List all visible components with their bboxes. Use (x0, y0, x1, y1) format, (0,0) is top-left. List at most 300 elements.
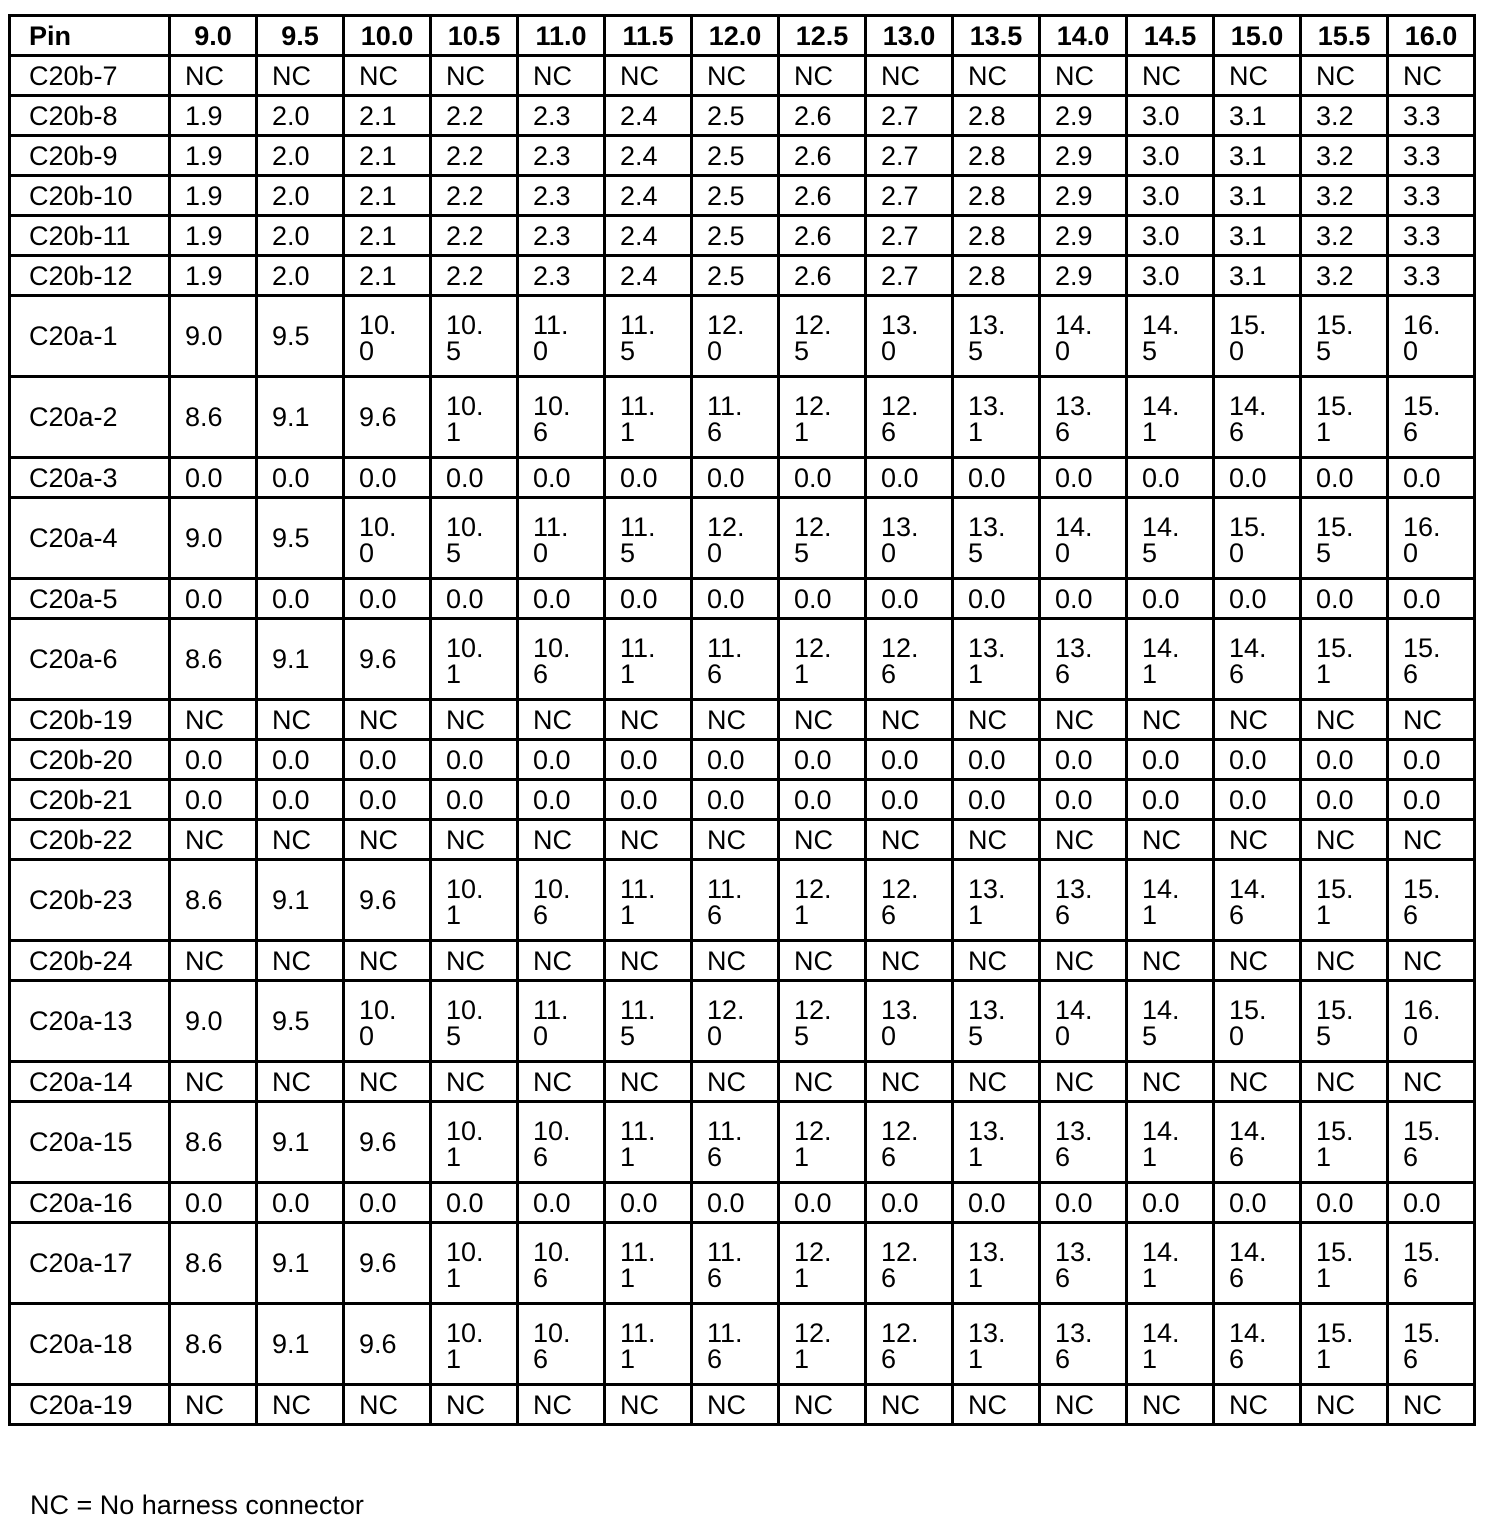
value-cell: 12. 5 (779, 981, 866, 1062)
value-cell: 14. 6 (1214, 1102, 1301, 1183)
table-row (10, 176, 1475, 216)
column-header-pin: Pin (10, 16, 170, 56)
value-cell: 0.0 (866, 1183, 953, 1223)
pin-label-cell: C20a-14 (10, 1062, 170, 1102)
value-cell: 2.6 (779, 176, 866, 216)
value-cell: NC (779, 700, 866, 740)
value-cell: 10. 0 (344, 296, 431, 377)
table-row (10, 216, 1475, 256)
value-cell: 2.3 (518, 136, 605, 176)
pin-label-cell: C20b-10 (10, 176, 170, 216)
value-cell: 12. 1 (779, 1223, 866, 1304)
value-cell: 12. 0 (692, 498, 779, 579)
value-cell: 0.0 (1388, 1183, 1475, 1223)
value-cell: 0.0 (692, 1183, 779, 1223)
value-cell: 12. 1 (779, 619, 866, 700)
value-cell: 9.6 (344, 1223, 431, 1304)
pin-label-cell: C20a-2 (10, 377, 170, 458)
pin-label-cell: C20b-9 (10, 136, 170, 176)
value-cell: 15. 1 (1301, 1102, 1388, 1183)
value-cell: 2.2 (431, 256, 518, 296)
value-cell: 11. 1 (605, 860, 692, 941)
value-cell: 12. 6 (866, 619, 953, 700)
value-cell: 10. 6 (518, 1223, 605, 1304)
value-cell: 15. 5 (1301, 498, 1388, 579)
table-row (10, 1385, 1475, 1425)
value-cell: 14. 5 (1127, 981, 1214, 1062)
value-cell: 12. 1 (779, 860, 866, 941)
value-cell: 0.0 (431, 740, 518, 780)
value-cell: NC (257, 820, 344, 860)
pin-label-cell: C20b-12 (10, 256, 170, 296)
value-cell: 2.0 (257, 256, 344, 296)
pin-label-cell: C20b-22 (10, 820, 170, 860)
value-cell: NC (1040, 1385, 1127, 1425)
value-cell: 0.0 (1127, 458, 1214, 498)
value-cell: 8.6 (170, 860, 257, 941)
value-cell: 9.1 (257, 1102, 344, 1183)
value-cell: 2.7 (866, 96, 953, 136)
value-cell: 9.6 (344, 1102, 431, 1183)
value-cell: 0.0 (518, 740, 605, 780)
pin-label-cell: C20a-19 (10, 1385, 170, 1425)
value-cell: 0.0 (344, 1183, 431, 1223)
value-cell: NC (1040, 56, 1127, 96)
value-cell: NC (431, 1062, 518, 1102)
value-cell: NC (953, 1062, 1040, 1102)
value-cell: 0.0 (431, 579, 518, 619)
value-cell: 3.2 (1301, 136, 1388, 176)
pin-label-cell: C20b-8 (10, 96, 170, 136)
value-cell: 0.0 (1127, 740, 1214, 780)
value-cell: NC (866, 56, 953, 96)
value-cell: NC (344, 1062, 431, 1102)
footnote: NC = No harness connector (30, 1490, 364, 1520)
value-cell: 10. 6 (518, 1304, 605, 1385)
value-cell: 2.9 (1040, 136, 1127, 176)
value-cell: 2.8 (953, 216, 1040, 256)
value-cell: 2.1 (344, 96, 431, 136)
pin-label-cell: C20b-19 (10, 700, 170, 740)
value-cell: NC (1127, 820, 1214, 860)
table-row (10, 296, 1475, 377)
value-cell: 11. 6 (692, 1223, 779, 1304)
table-row (10, 780, 1475, 820)
value-cell: 9.6 (344, 860, 431, 941)
value-cell: NC (1301, 941, 1388, 981)
value-cell: 3.3 (1388, 256, 1475, 296)
value-cell: NC (1127, 700, 1214, 740)
value-cell: 13. 5 (953, 296, 1040, 377)
value-cell: NC (431, 700, 518, 740)
value-cell: 13. 6 (1040, 1102, 1127, 1183)
value-cell: 13. 1 (953, 1102, 1040, 1183)
value-cell: NC (431, 941, 518, 981)
value-cell: NC (1301, 700, 1388, 740)
value-cell: 14. 6 (1214, 860, 1301, 941)
value-cell: 9.1 (257, 377, 344, 458)
value-cell: NC (1127, 1385, 1214, 1425)
value-cell: 2.5 (692, 136, 779, 176)
value-cell: NC (605, 1062, 692, 1102)
pin-label-cell: C20a-5 (10, 579, 170, 619)
value-cell: 15. 1 (1301, 860, 1388, 941)
value-cell: 1.9 (170, 96, 257, 136)
value-cell: 0.0 (1301, 458, 1388, 498)
value-cell: 12. 1 (779, 377, 866, 458)
value-cell: 3.3 (1388, 216, 1475, 256)
value-cell: NC (518, 1062, 605, 1102)
value-cell: NC (431, 1385, 518, 1425)
value-cell: NC (1301, 820, 1388, 860)
value-cell: 0.0 (866, 579, 953, 619)
pin-label-cell: C20a-17 (10, 1223, 170, 1304)
value-cell: 0.0 (1127, 1183, 1214, 1223)
value-cell: 11. 5 (605, 981, 692, 1062)
value-cell: 10. 1 (431, 619, 518, 700)
value-cell: 2.9 (1040, 256, 1127, 296)
value-cell: NC (344, 820, 431, 860)
value-cell: 0.0 (1214, 579, 1301, 619)
value-cell: 0.0 (953, 740, 1040, 780)
value-cell: 0.0 (344, 458, 431, 498)
value-cell: 9.1 (257, 619, 344, 700)
value-cell: 2.0 (257, 176, 344, 216)
value-cell: 15. 6 (1388, 377, 1475, 458)
value-cell: 15. 0 (1214, 296, 1301, 377)
value-cell: NC (1214, 1062, 1301, 1102)
value-cell: 0.0 (1040, 740, 1127, 780)
table-row (10, 1102, 1475, 1183)
value-cell: 2.0 (257, 96, 344, 136)
value-cell: 2.3 (518, 96, 605, 136)
value-cell: 2.8 (953, 96, 1040, 136)
value-cell: 2.2 (431, 96, 518, 136)
value-cell: 10. 1 (431, 860, 518, 941)
value-cell: NC (1127, 941, 1214, 981)
value-cell: 13. 5 (953, 981, 1040, 1062)
value-cell: 12. 0 (692, 981, 779, 1062)
value-cell: NC (953, 941, 1040, 981)
value-cell: NC (953, 1385, 1040, 1425)
value-cell: 10. 1 (431, 1102, 518, 1183)
pin-label-cell: C20a-13 (10, 981, 170, 1062)
value-cell: 12. 6 (866, 860, 953, 941)
value-cell: 3.1 (1214, 136, 1301, 176)
value-cell: 0.0 (866, 780, 953, 820)
value-cell: 13. 0 (866, 296, 953, 377)
value-cell: 9.1 (257, 1304, 344, 1385)
pin-label-cell: C20a-4 (10, 498, 170, 579)
value-cell: 0.0 (692, 458, 779, 498)
value-cell: 15. 6 (1388, 1304, 1475, 1385)
value-cell: 15. 6 (1388, 619, 1475, 700)
value-cell: 2.4 (605, 256, 692, 296)
value-cell: NC (170, 820, 257, 860)
value-cell: 12. 0 (692, 296, 779, 377)
value-cell: 0.0 (605, 458, 692, 498)
value-cell: 15. 1 (1301, 1304, 1388, 1385)
value-cell: 10. 5 (431, 981, 518, 1062)
value-cell: NC (605, 700, 692, 740)
value-cell: NC (170, 941, 257, 981)
value-cell: NC (866, 700, 953, 740)
value-cell: 0.0 (170, 780, 257, 820)
value-cell: 12. 5 (779, 296, 866, 377)
value-cell: 0.0 (1127, 579, 1214, 619)
value-cell: 13. 6 (1040, 860, 1127, 941)
value-cell: 0.0 (257, 579, 344, 619)
value-cell: 2.6 (779, 216, 866, 256)
value-cell: NC (866, 1062, 953, 1102)
column-header-voltage: 11.0 (518, 16, 605, 56)
column-header-voltage: 15.0 (1214, 16, 1301, 56)
value-cell: 10. 0 (344, 498, 431, 579)
value-cell: 8.6 (170, 1223, 257, 1304)
value-cell: NC (1301, 1062, 1388, 1102)
value-cell: NC (779, 56, 866, 96)
value-cell: 0.0 (1040, 579, 1127, 619)
value-cell: 1.9 (170, 256, 257, 296)
value-cell: 10. 1 (431, 377, 518, 458)
value-cell: 2.1 (344, 176, 431, 216)
value-cell: 0.0 (431, 1183, 518, 1223)
table-row (10, 941, 1475, 981)
value-cell: NC (518, 820, 605, 860)
value-cell: 2.4 (605, 216, 692, 256)
value-cell: 0.0 (257, 458, 344, 498)
value-cell: 15. 6 (1388, 1223, 1475, 1304)
pin-voltage-sheet (8, 14, 1476, 1426)
value-cell: NC (779, 820, 866, 860)
value-cell: 13. 0 (866, 981, 953, 1062)
value-cell: 15. 0 (1214, 498, 1301, 579)
value-cell: NC (605, 1385, 692, 1425)
value-cell: 10. 1 (431, 1304, 518, 1385)
value-cell: NC (1127, 1062, 1214, 1102)
value-cell: 0.0 (170, 740, 257, 780)
value-cell: 2.3 (518, 256, 605, 296)
value-cell: 11. 6 (692, 1304, 779, 1385)
value-cell: 0.0 (1388, 740, 1475, 780)
value-cell: NC (605, 56, 692, 96)
value-cell: NC (344, 1385, 431, 1425)
value-cell: 0.0 (518, 1183, 605, 1223)
pin-label-cell: C20a-16 (10, 1183, 170, 1223)
value-cell: 2.0 (257, 136, 344, 176)
value-cell: NC (257, 700, 344, 740)
value-cell: 14. 0 (1040, 981, 1127, 1062)
column-header-voltage: 12.0 (692, 16, 779, 56)
value-cell: 0.0 (1127, 780, 1214, 820)
value-cell: 2.7 (866, 256, 953, 296)
pin-label-cell: C20b-21 (10, 780, 170, 820)
column-header-voltage: 9.0 (170, 16, 257, 56)
value-cell: 14. 5 (1127, 498, 1214, 579)
value-cell: NC (1040, 1062, 1127, 1102)
value-cell: 15. 1 (1301, 1223, 1388, 1304)
value-cell: 10. 5 (431, 498, 518, 579)
value-cell: 0.0 (170, 579, 257, 619)
value-cell: 1.9 (170, 176, 257, 216)
value-cell: NC (518, 700, 605, 740)
table-row (10, 860, 1475, 941)
value-cell: NC (1214, 700, 1301, 740)
value-cell: 0.0 (866, 458, 953, 498)
table-row (10, 56, 1475, 96)
value-cell: 0.0 (1388, 579, 1475, 619)
value-cell: 0.0 (1301, 780, 1388, 820)
value-cell: 11. 1 (605, 1102, 692, 1183)
value-cell: NC (1214, 820, 1301, 860)
table-row (10, 458, 1475, 498)
value-cell: 14. 1 (1127, 1102, 1214, 1183)
value-cell: 0.0 (257, 780, 344, 820)
value-cell: NC (1214, 56, 1301, 96)
value-cell: 12. 6 (866, 1102, 953, 1183)
value-cell: 2.5 (692, 96, 779, 136)
value-cell: NC (605, 820, 692, 860)
value-cell: 11. 1 (605, 619, 692, 700)
value-cell: 0.0 (1214, 1183, 1301, 1223)
value-cell: 2.9 (1040, 216, 1127, 256)
value-cell: 3.2 (1301, 216, 1388, 256)
table-row (10, 1183, 1475, 1223)
value-cell: NC (518, 941, 605, 981)
column-header-voltage: 12.5 (779, 16, 866, 56)
value-cell: 13. 1 (953, 1304, 1040, 1385)
pin-label-cell: C20b-11 (10, 216, 170, 256)
value-cell: 3.1 (1214, 216, 1301, 256)
value-cell: 11. 0 (518, 498, 605, 579)
value-cell: NC (1388, 1062, 1475, 1102)
value-cell: 3.2 (1301, 256, 1388, 296)
value-cell: NC (170, 1062, 257, 1102)
column-header-voltage: 14.5 (1127, 16, 1214, 56)
value-cell: 2.6 (779, 96, 866, 136)
value-cell: NC (1388, 700, 1475, 740)
value-cell: 14. 1 (1127, 377, 1214, 458)
value-cell: 2.1 (344, 256, 431, 296)
value-cell: 2.6 (779, 256, 866, 296)
value-cell: 10. 6 (518, 377, 605, 458)
value-cell: NC (518, 56, 605, 96)
value-cell: NC (1127, 56, 1214, 96)
value-cell: 11. 5 (605, 296, 692, 377)
value-cell: 0.0 (779, 579, 866, 619)
value-cell: 3.2 (1301, 96, 1388, 136)
column-header-voltage: 14.0 (1040, 16, 1127, 56)
value-cell: 10. 6 (518, 860, 605, 941)
value-cell: 12. 6 (866, 1223, 953, 1304)
value-cell: 2.5 (692, 216, 779, 256)
value-cell: 3.3 (1388, 176, 1475, 216)
value-cell: 2.8 (953, 136, 1040, 176)
value-cell: 0.0 (1040, 1183, 1127, 1223)
value-cell: 13. 6 (1040, 1223, 1127, 1304)
value-cell: 10. 6 (518, 619, 605, 700)
value-cell: 8.6 (170, 619, 257, 700)
value-cell: 13. 6 (1040, 1304, 1127, 1385)
value-cell: NC (953, 56, 1040, 96)
value-cell: 15. 0 (1214, 981, 1301, 1062)
value-cell: 14. 1 (1127, 619, 1214, 700)
value-cell: NC (779, 1385, 866, 1425)
value-cell: 0.0 (1214, 458, 1301, 498)
value-cell: NC (692, 56, 779, 96)
value-cell: NC (344, 700, 431, 740)
table-row (10, 700, 1475, 740)
value-cell: 14. 6 (1214, 1304, 1301, 1385)
table-row (10, 498, 1475, 579)
table-body (10, 56, 1475, 1425)
value-cell: 0.0 (605, 579, 692, 619)
value-cell: 9.6 (344, 377, 431, 458)
value-cell: NC (779, 1062, 866, 1102)
value-cell: 15. 1 (1301, 619, 1388, 700)
column-header-voltage: 9.5 (257, 16, 344, 56)
table-row (10, 256, 1475, 296)
value-cell: 13. 6 (1040, 377, 1127, 458)
value-cell: 10. 1 (431, 1223, 518, 1304)
value-cell: NC (1388, 820, 1475, 860)
column-header-voltage: 13.5 (953, 16, 1040, 56)
value-cell: NC (344, 941, 431, 981)
value-cell: 0.0 (692, 740, 779, 780)
value-cell: 11. 6 (692, 1102, 779, 1183)
value-cell: 14. 0 (1040, 296, 1127, 377)
value-cell: 0.0 (866, 740, 953, 780)
value-cell: 0.0 (1301, 1183, 1388, 1223)
value-cell: NC (257, 1062, 344, 1102)
column-header-voltage: 15.5 (1301, 16, 1388, 56)
value-cell: NC (170, 700, 257, 740)
value-cell: 2.8 (953, 176, 1040, 216)
header-row (10, 16, 1475, 56)
value-cell: 2.8 (953, 256, 1040, 296)
value-cell: 0.0 (1388, 780, 1475, 820)
column-header-voltage: 11.5 (605, 16, 692, 56)
value-cell: 14. 1 (1127, 1304, 1214, 1385)
value-cell: 0.0 (1040, 458, 1127, 498)
value-cell: 13. 0 (866, 498, 953, 579)
value-cell: NC (953, 700, 1040, 740)
value-cell: NC (605, 941, 692, 981)
value-cell: 16. 0 (1388, 981, 1475, 1062)
value-cell: 11. 6 (692, 377, 779, 458)
column-header-voltage: 10.0 (344, 16, 431, 56)
value-cell: 11. 0 (518, 296, 605, 377)
value-cell: 0.0 (779, 740, 866, 780)
value-cell: 2.9 (1040, 176, 1127, 216)
value-cell: 2.4 (605, 136, 692, 176)
table-row (10, 1223, 1475, 1304)
value-cell: 13. 6 (1040, 619, 1127, 700)
value-cell: 15. 1 (1301, 377, 1388, 458)
value-cell: 11. 1 (605, 1223, 692, 1304)
value-cell: 9.6 (344, 1304, 431, 1385)
value-cell: 14. 6 (1214, 619, 1301, 700)
value-cell: 9.0 (170, 981, 257, 1062)
value-cell: 11. 6 (692, 619, 779, 700)
value-cell: 10. 0 (344, 981, 431, 1062)
value-cell: 8.6 (170, 1102, 257, 1183)
value-cell: 14. 5 (1127, 296, 1214, 377)
pin-label-cell: C20b-24 (10, 941, 170, 981)
value-cell: NC (257, 56, 344, 96)
value-cell: 0.0 (953, 579, 1040, 619)
pin-label-cell: C20b-7 (10, 56, 170, 96)
